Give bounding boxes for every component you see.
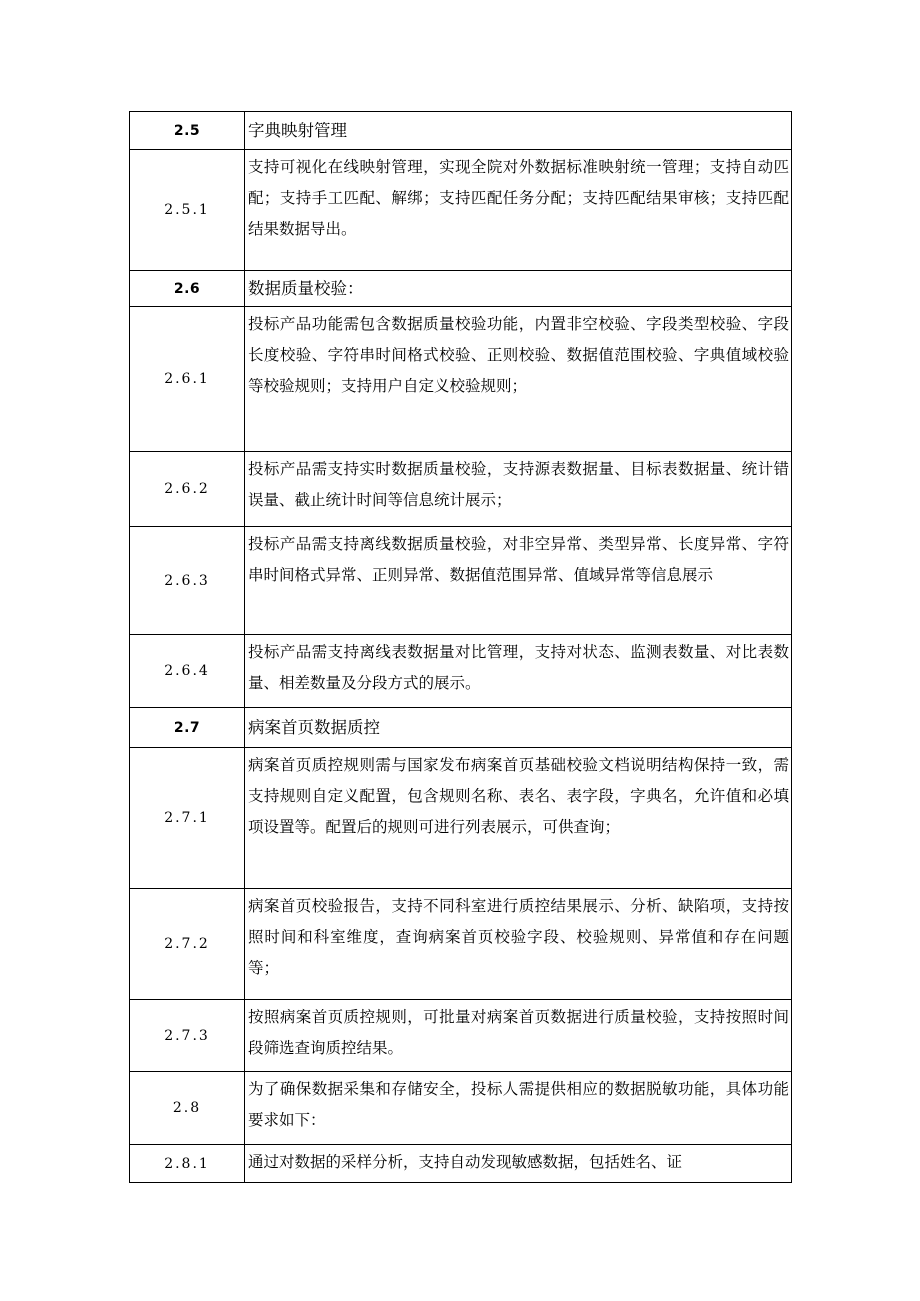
- table-row: [130, 889, 792, 1000]
- item-description-text: 病案首页质控规则需与国家发布病案首页基础校验文档说明结构保持一致，需支持规则自定义配置，包含规则名称、表名、表字段，字典名，允许值和必填项设置等。配置后的规则可进行列表展示，可供查询；: [248, 756, 789, 836]
- section-number: 2.5: [130, 112, 245, 150]
- item-description: [245, 452, 792, 527]
- item-description: [245, 889, 792, 1000]
- item-number: 2.6.1: [130, 307, 245, 452]
- table-row: [130, 452, 792, 527]
- item-number: 2.7.1: [130, 748, 245, 889]
- item-description: [245, 748, 792, 889]
- item-number: 2.8: [130, 1072, 245, 1145]
- item-number: 2.7.2: [130, 889, 245, 1000]
- item-description: [245, 527, 792, 635]
- section-title: 字典映射管理: [245, 112, 792, 150]
- table-row: [130, 112, 792, 150]
- table-row: [130, 1072, 792, 1145]
- item-number: 2.5.1: [130, 150, 245, 271]
- table-row: [130, 635, 792, 708]
- table-row: [130, 307, 792, 452]
- requirements-table: [129, 111, 792, 1183]
- table-row: [130, 527, 792, 635]
- table-row: [130, 1000, 792, 1072]
- item-description: [245, 635, 792, 708]
- table-row: [130, 708, 792, 748]
- item-description: [245, 1072, 792, 1145]
- table-row: [130, 1145, 792, 1183]
- item-description: [245, 1145, 792, 1183]
- table-row: [130, 150, 792, 271]
- item-number: 2.8.1: [130, 1145, 245, 1183]
- table-row: [130, 748, 792, 889]
- item-number: 2.7.3: [130, 1000, 245, 1072]
- item-description: [245, 307, 792, 452]
- item-number: 2.6.3: [130, 527, 245, 635]
- item-description-text: 投标产品需支持离线数据质量校验，对非空异常、类型异常、长度异常、字符串时间格式异常、正则异常、数据值范围异常、值域异常等信息展示: [248, 535, 789, 584]
- item-description-text: 病案首页校验报告，支持不同科室进行质控结果展示、分析、缺陷项，支持按照时间和科室维度，查询病案首页校验字段、校验规则、异常值和存在问题等；: [248, 897, 789, 977]
- item-number: 2.6.4: [130, 635, 245, 708]
- item-description-text: 投标产品功能需包含数据质量校验功能，内置非空校验、字段类型校验、字段长度校验、字符串时间格式校验、正则校验、数据值范围校验、字典值域校验等校验规则；支持用户自定义校验规则；: [248, 315, 789, 395]
- item-description-text: 按照病案首页质控规则，可批量对病案首页数据进行质量校验，支持按照时间段筛选查询质控结果。: [248, 1008, 789, 1057]
- item-description: [245, 1000, 792, 1072]
- item-description-text: 投标产品需支持实时数据质量校验，支持源表数据量、目标表数据量、统计错误量、截止统计时间等信息统计展示；: [248, 460, 789, 509]
- item-description-text: 为了确保数据采集和存储安全，投标人需提供相应的数据脱敏功能，具体功能要求如下：: [248, 1080, 789, 1129]
- section-title: 数据质量校验：: [245, 271, 792, 307]
- item-description: [245, 150, 792, 271]
- item-description-text: 通过对数据的采样分析，支持自动发现敏感数据，包括姓名、证: [248, 1153, 683, 1171]
- item-number: 2.6.2: [130, 452, 245, 527]
- table-row: [130, 271, 792, 307]
- section-number: 2.6: [130, 271, 245, 307]
- item-description-text: 支持可视化在线映射管理，实现全院对外数据标准映射统一管理；支持自动匹配；支持手工匹配、解绑；支持匹配任务分配；支持匹配结果审核；支持匹配结果数据导出。: [248, 158, 789, 238]
- section-number: 2.7: [130, 708, 245, 748]
- section-title: 病案首页数据质控: [245, 708, 792, 748]
- item-description-text: 投标产品需支持离线表数据量对比管理，支持对状态、监测表数量、对比表数量、相差数量及分段方式的展示。: [248, 643, 789, 692]
